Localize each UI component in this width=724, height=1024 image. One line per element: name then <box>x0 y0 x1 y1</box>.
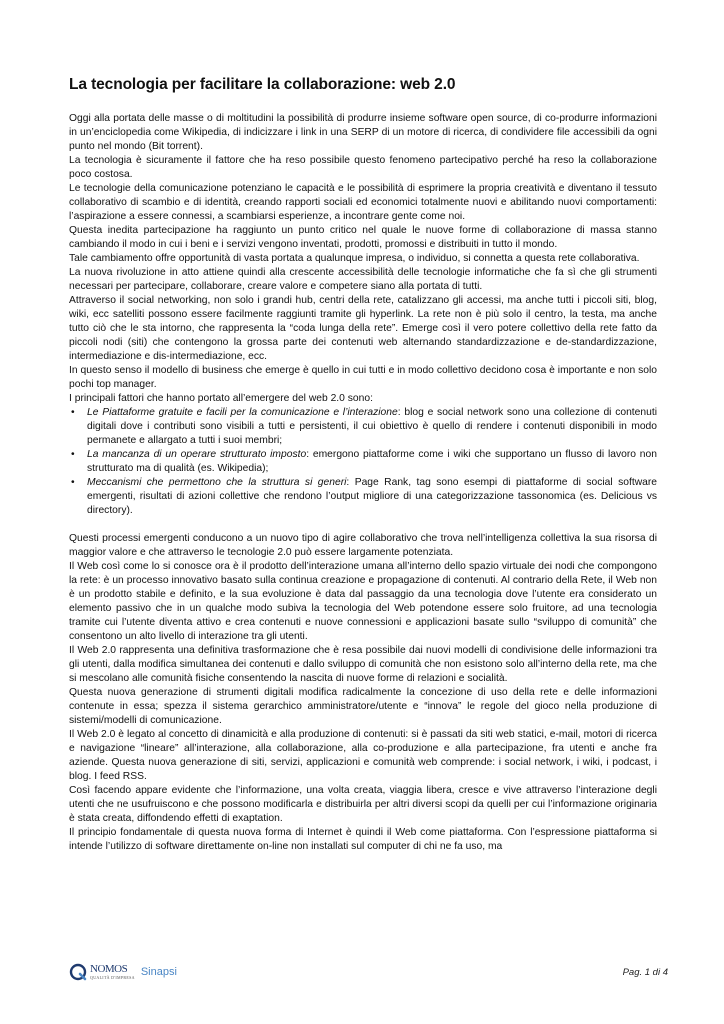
blank-line <box>69 518 657 532</box>
bullet-text: : Page Rank, tag sono esempi di piattaforme di social software emergenti, risultati di azioni collettive che rendono l’output migliore di una categorizzazione tassonomica (es. Delicious vs directory). <box>87 477 658 516</box>
bullet-lead: La mancanza di un operare strutturato imposto <box>87 449 307 460</box>
paragraph: Questa inedita partecipazione ha raggiunto un punto critico nel quale le nuove forme di collaborazione di massa stanno cambiando il modo in cui i beni e i servizi vengono inventati, prodotti, promossi e distribuiti in tutto il mondo. <box>69 225 657 250</box>
paragraph: La tecnologia è sicuramente il fattore che ha reso possibile questo fenomeno partecipativo perché ha reso la collaborazione poco costosa. <box>69 155 657 180</box>
paragraph: Le tecnologie della comunicazione potenziano le capacità e le possibilità di esprimere la propria creatività e diventano il tessuto collaborativo di scambio e di identità, creando rapporti sociali ed economici totalmente nuovi e abilitando nuovi comportamenti: l’aspirazione a essere connessi, a scambiarsi esperienze, a incontrare gente come noi. <box>69 183 657 222</box>
bullet-lead: Le Piattaforme gratuite e facili per la comunicazione e l’interazione <box>87 407 398 418</box>
bullet-item <box>87 448 657 476</box>
document-title: La tecnologia per facilitare la collaborazione: web 2.0 <box>69 76 456 93</box>
paragraph: Il Web 2.0 è legato al concetto di dinamicità e alla produzione di contenuti: si è passati da siti web statici, e-mail, motori di ricerca e navigazione “lineare” all’interazione, alla collaborazione, alla co-produzione e alla partecipazione, fra utenti e anche fra aziende. Questa nuova generazione di siti, servizi, applicazioni e comunità web comprende: i social network, i wiki, i podcast, i blog. I feed RSS. <box>69 729 657 782</box>
logo-wordmark <box>90 964 135 980</box>
logo-brand-name: NOMOS <box>90 963 128 975</box>
paragraph: I principali fattori che hanno portato all’emergere del web 2.0 sono: <box>69 393 373 404</box>
bullet-list <box>69 406 657 518</box>
paragraph-group-a <box>69 112 657 406</box>
paragraph: Il Web così come lo si conosce ora è il prodotto dell’interazione umana all’interno dello spazio virtuale dei nodi che compongono la rete: è un processo innovativo basato sulla continua creazione e propagazione di contenuti. Al contrario della Rete, il Web non è un prodotto stabile e definito, e la sua evoluzione è data dal passaggio da una tecnologia dove l’utente era considerato un elemento passivo che in un qualche modo subiva la tecnologia del Web potendone essere solo fruitore, ad una tecnologia tramite cui l’utente diventa attivo e crea contenuti e nuove connessioni e applicazioni basate sullo “sviluppo di comunità” che consentono un alto livello di interazione tra gli utenti. <box>69 561 657 642</box>
paragraph: La nuova rivoluzione in atto attiene quindi alla crescente accessibilità delle tecnologie informatiche che fa sì che gli strumenti necessari per partecipare, collaborare, creare valore e competere siano alla portata di tutti. <box>69 267 657 292</box>
bullet-lead: Meccanismi che permettono che la struttura si generi <box>87 477 347 488</box>
logo-tagline: QUALITÀ D'IMPRESA <box>90 975 135 980</box>
bullet-item <box>87 406 657 448</box>
document-body <box>69 112 657 854</box>
paragraph: Il Web 2.0 rappresenta una definitiva trasformazione che è resa possibile dai nuovi modelli di condivisione delle informazioni tra gli utenti, dalla modifica simultanea dei contenuti e dallo sviluppo di comunità che non esistono solo all’interno della rete, ma che si mescolano alle comunità fisiche consentendo la nascita di nuove forme di relazioni e socialità. <box>69 645 657 684</box>
document-page <box>69 76 657 854</box>
page-footer <box>69 962 668 982</box>
nomos-logo-icon <box>69 963 87 981</box>
paragraph: Il principio fondamentale di questa nuova forma di Internet è quindi il Web come piattaforma. Con l’espressione piattaforma si intende l’utilizzo di software direttamente on-line non installati sul computer di chi ne fa uso, ma <box>69 827 657 852</box>
paragraph: Questi processi emergenti conducono a un nuovo tipo di agire collaborativo che trova nell’intelligenza collettiva la sua risorsa di maggior valore e che attraverso le tecnologie 2.0 può essere largamente potenziata. <box>69 533 657 558</box>
paragraph: Così facendo appare evidente che l’informazione, una volta creata, viaggia libera, cresce e vive attraverso l’interazione degli utenti che ne usufruiscono e che possono modificarla e distribuirla per altri diversi scopi da quelli per cui l’informazione originaria è stata creata, diffondendo effetti di exaptation. <box>69 785 657 824</box>
bullet-item <box>87 476 657 518</box>
paragraph: Oggi alla portata delle masse o di moltitudini la possibilità di produrre insieme software open source, di co-produrre informazioni in un’enciclopedia come Wikipedia, di indicizzare i link in una SERP di un motore di ricerca, di condividere file accessibili da ogni punto nel mondo (Bit torrent). <box>69 113 657 152</box>
logo-sub-brand: Sinapsi <box>140 966 177 978</box>
paragraph: Tale cambiamento offre opportunità di vasta portata a qualunque impresa, o individuo, si connetta a questa rete collaborativa. <box>69 253 640 264</box>
paragraph: In questo senso il modello di business che emerge è quello in cui tutti e in modo collettivo decidono cosa è importante e non solo pochi top manager. <box>69 365 657 390</box>
bullet-text: : emergono piattaforme come i wiki che supportano un flusso di lavoro non strutturato ma di qualità (es. Wikipedia); <box>87 449 657 474</box>
bullet-text: : blog e social network sono una collezione di contenuti digitali dove i contributi sono visibili a tutti e persistenti, il cui obiettivo è quello di rendere i contenuti disponibili in modo permanete e allargato a tutti i suoi membri; <box>87 407 657 446</box>
paragraph-group-b <box>69 532 657 854</box>
paragraph: Attraverso il social networking, non solo i grandi hub, centri della rete, catalizzano gli accessi, ma anche tutti i piccoli siti, blog, wiki, ecc satelliti possono essere facilmente raggiunti tramite gli hyperlink. La rete non è più solo il centro, la testa, ma anche tutto ciò che le sta intorno, che rappresenta la “coda lunga della rete”. Emerge così il vero potere collettivo della rete fatto da piccoli nodi (siti) che contengono la grossa parte dei contenuti web alternando standardizzazione e de-standardizzazione, intermediazione e dis-intermediazione, ecc. <box>69 295 657 362</box>
company-logo <box>69 963 177 981</box>
paragraph: Questa nuova generazione di strumenti digitali modifica radicalmente la concezione di uso della rete e delle informazioni contenute in essa; spezza il sistema gerarchico amministratore/utente e “innova” le regole del gioco nella produzione di sistemi/modelli di comunicazione. <box>69 687 657 726</box>
page-number: Pag. 1 di 4 <box>622 966 668 978</box>
